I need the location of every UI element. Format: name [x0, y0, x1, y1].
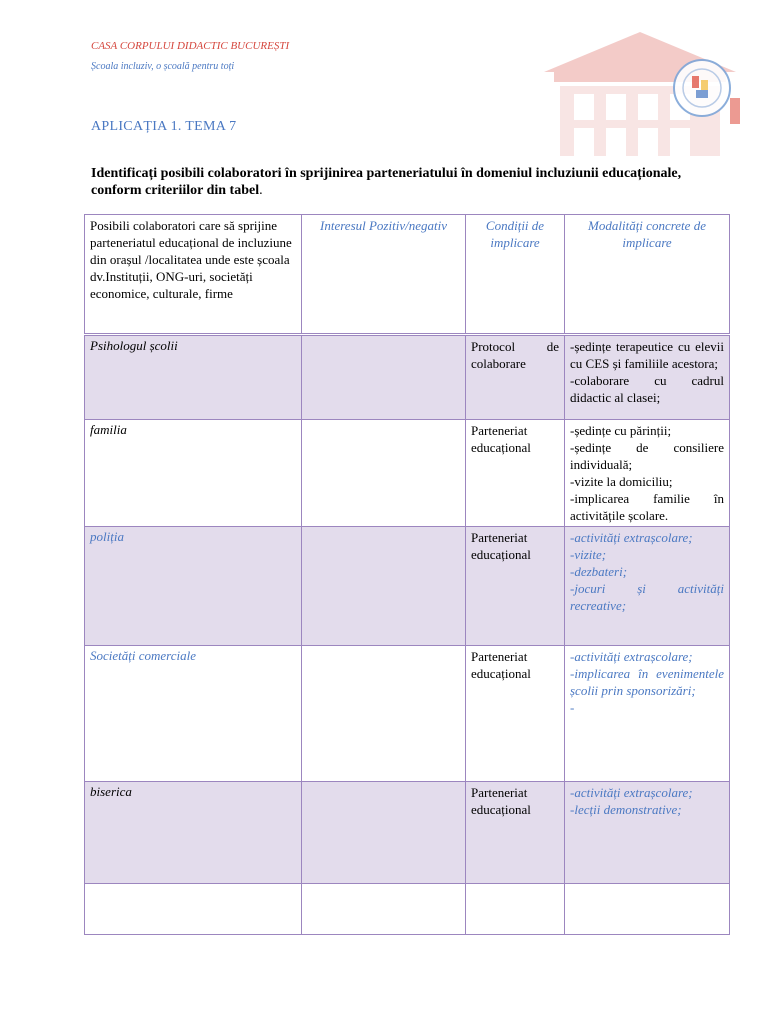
row-interest	[302, 527, 466, 646]
row-modalities	[565, 782, 730, 884]
modality-item: -dezbateri;	[570, 564, 628, 579]
row-modalities	[565, 335, 730, 420]
row-label: Psihologul școlii	[85, 335, 302, 420]
row-condition	[466, 884, 565, 935]
row-modalities	[565, 527, 730, 646]
table-row	[85, 782, 730, 884]
row-condition: Protocol de colaborare	[466, 335, 565, 420]
modality-item: -colaborare cu cadrul didactic al clasei;	[570, 373, 724, 405]
table-row	[85, 335, 730, 420]
modality-item: -lecții demonstrative;	[570, 802, 682, 817]
header-conditions: Condiții de implicare	[466, 215, 565, 335]
modality-item: -vizite la domiciliu;	[570, 474, 673, 489]
table-row	[85, 884, 730, 935]
header-motto: Școala incluziv, o școală pentru toți	[91, 61, 235, 72]
row-interest	[302, 420, 466, 527]
table-row	[85, 646, 730, 782]
modality-item: -vizite;	[570, 547, 607, 562]
instructions-text: Identificați posibili colaboratori în sprijinirea parteneriatului în domeniul incluziunii educaționale, conform criteriilor din tabel	[91, 166, 682, 198]
header-organization: CASA CORPULUI DIDACTIC BUCUREȘTI	[91, 40, 290, 52]
row-modalities	[565, 420, 730, 527]
row-condition: Parteneriat educațional	[466, 646, 565, 782]
modality-item: -implicarea familie în activitățile școlare.	[570, 491, 724, 523]
row-interest	[302, 884, 466, 935]
row-condition: Parteneriat educațional	[466, 527, 565, 646]
row-interest	[302, 335, 466, 420]
row-interest	[302, 782, 466, 884]
table-row	[85, 420, 730, 527]
row-label: Societăți comerciale	[85, 646, 302, 782]
instructions-period: .	[259, 183, 263, 198]
modality-item: -ședințe terapeutice cu elevii cu CES și familiile acestora;	[570, 339, 724, 371]
collaborators-table	[84, 214, 730, 935]
table-header-row	[85, 215, 730, 335]
modality-item: -ședințe de consiliere individuală;	[570, 440, 724, 472]
row-label: poliția	[85, 527, 302, 646]
modality-item: -implicarea în evenimentele școlii prin sponsorizări;	[570, 666, 724, 698]
modality-item: -ședințe cu părinții;	[570, 423, 672, 438]
page-title: APLICAȚIA 1. TEMA 7	[91, 119, 237, 134]
modality-item: -jocuri și activități recreative;	[570, 581, 724, 613]
row-condition: Parteneriat educațional	[466, 420, 565, 527]
row-condition: Parteneriat educațional	[466, 782, 565, 884]
institution-building-logo	[540, 28, 740, 160]
header-collaborators: Posibili colaboratori care să sprijine parteneriatul educațional de incluziune din orașul /localitatea unde este școala dv.Instituții, ONG-uri, societăți economice, culturale, firme	[85, 215, 302, 335]
modality-item: -	[570, 700, 575, 715]
table-row	[85, 527, 730, 646]
header-modalities: Modalități concrete de implicare	[565, 215, 730, 335]
row-modalities	[565, 646, 730, 782]
row-label	[85, 884, 302, 935]
row-interest	[302, 646, 466, 782]
header-interest: Interesul Pozitiv/negativ	[302, 215, 466, 335]
modality-item: -activități extrașcolare;	[570, 785, 693, 800]
row-label: familia	[85, 420, 302, 527]
row-modalities	[565, 884, 730, 935]
row-label: biserica	[85, 782, 302, 884]
modality-item: -activități extrașcolare;	[570, 649, 693, 664]
modality-item: -activități extrașcolare;	[570, 530, 693, 545]
instructions	[91, 165, 691, 199]
